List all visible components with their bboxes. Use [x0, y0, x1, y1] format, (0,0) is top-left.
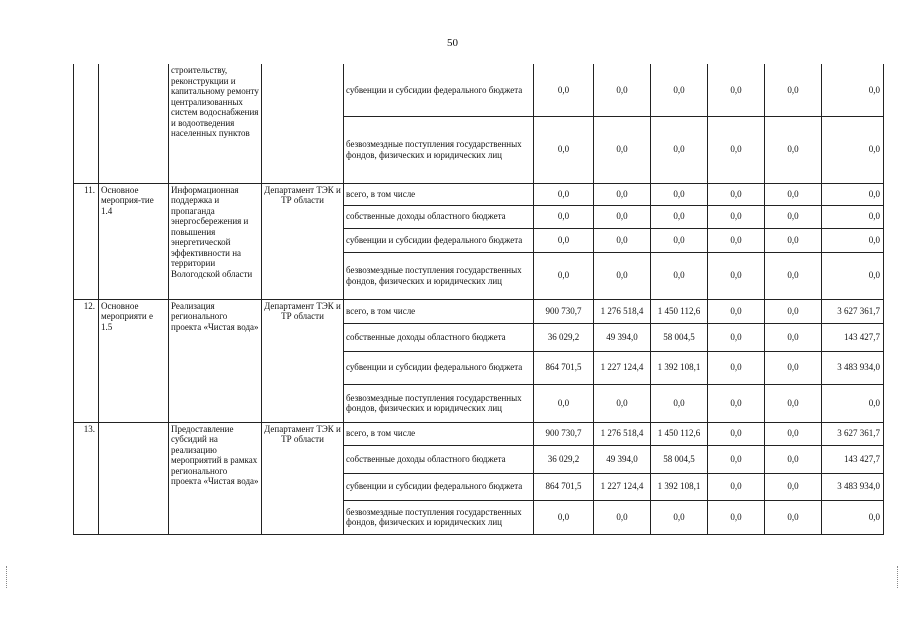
amount-cell: 143 427,7: [822, 445, 884, 473]
amount-cell: 0,0: [594, 252, 651, 299]
amount-cell: 0,0: [594, 500, 651, 534]
amount-cell: 0,0: [822, 384, 884, 422]
amount-cell: 0,0: [594, 384, 651, 422]
activity-type: Основное мероприя-тие 1.4: [99, 183, 169, 299]
amount-cell: 0,0: [765, 183, 822, 205]
funding-source: субвенции и субсидии федерального бюджета: [344, 351, 534, 384]
amount-cell: 0,0: [765, 384, 822, 422]
amount-cell: 0,0: [651, 384, 708, 422]
amount-cell: 0,0: [708, 422, 765, 445]
amount-cell: 0,0: [594, 116, 651, 183]
funding-source: безвозмездные поступления государственных фондов, физических и юридических лиц: [344, 116, 534, 183]
amount-cell: 0,0: [765, 228, 822, 252]
amount-cell: 0,0: [708, 299, 765, 323]
amount-cell: 58 004,5: [651, 445, 708, 473]
amount-cell: 3 627 361,7: [822, 299, 884, 323]
amount-cell: 0,0: [534, 228, 594, 252]
executor: [262, 64, 344, 183]
funding-source: безвозмездные поступления государственных фондов, физических и юридических лиц: [344, 384, 534, 422]
amount-cell: 0,0: [534, 183, 594, 205]
funding-source: собственные доходы областного бюджета: [344, 205, 534, 228]
amount-cell: 0,0: [594, 205, 651, 228]
amount-cell: 0,0: [594, 183, 651, 205]
amount-cell: 864 701,5: [534, 473, 594, 500]
amount-cell: 49 394,0: [594, 445, 651, 473]
amount-cell: 58 004,5: [651, 323, 708, 351]
amount-cell: 1 276 518,4: [594, 422, 651, 445]
executor: Департамент ТЭК и ТР области: [262, 183, 344, 299]
amount-cell: 0,0: [708, 228, 765, 252]
table-row: [74, 183, 884, 205]
amount-cell: 0,0: [534, 384, 594, 422]
row-number: [74, 64, 99, 183]
amount-cell: 0,0: [708, 351, 765, 384]
amount-cell: 0,0: [708, 473, 765, 500]
amount-cell: 0,0: [708, 205, 765, 228]
amount-cell: 0,0: [534, 116, 594, 183]
amount-cell: 0,0: [708, 384, 765, 422]
amount-cell: 36 029,2: [534, 445, 594, 473]
amount-cell: 1 392 108,1: [651, 473, 708, 500]
amount-cell: 0,0: [708, 64, 765, 116]
amount-cell: 0,0: [651, 116, 708, 183]
funding-source: безвозмездные поступления государственных фондов, физических и юридических лиц: [344, 500, 534, 534]
table-row: [74, 422, 884, 445]
amount-cell: 1 392 108,1: [651, 351, 708, 384]
activity-type: [99, 422, 169, 534]
amount-cell: 3 483 934,0: [822, 473, 884, 500]
amount-cell: 0,0: [822, 252, 884, 299]
amount-cell: 0,0: [822, 116, 884, 183]
amount-cell: 0,0: [822, 228, 884, 252]
amount-cell: 0,0: [708, 183, 765, 205]
amount-cell: 1 450 112,6: [651, 299, 708, 323]
activity-type: Основное мероприяти е 1.5: [99, 299, 169, 422]
funding-source: всего, в том числе: [344, 183, 534, 205]
executor: Департамент ТЭК и ТР области: [262, 299, 344, 422]
amount-cell: 0,0: [594, 228, 651, 252]
amount-cell: 1 227 124,4: [594, 473, 651, 500]
funding-source: безвозмездные поступления государственных фондов, физических и юридических лиц: [344, 252, 534, 299]
amount-cell: 0,0: [765, 500, 822, 534]
amount-cell: 0,0: [651, 64, 708, 116]
amount-cell: 0,0: [651, 205, 708, 228]
amount-cell: 0,0: [534, 205, 594, 228]
amount-cell: 0,0: [765, 252, 822, 299]
amount-cell: 0,0: [765, 445, 822, 473]
amount-cell: 0,0: [765, 116, 822, 183]
amount-cell: 0,0: [534, 252, 594, 299]
amount-cell: 0,0: [708, 323, 765, 351]
funding-source: всего, в том числе: [344, 299, 534, 323]
amount-cell: 0,0: [708, 252, 765, 299]
amount-cell: 0,0: [651, 500, 708, 534]
row-number: 11.: [74, 183, 99, 299]
amount-cell: 864 701,5: [534, 351, 594, 384]
activity-name: Реализация регионального проекта «Чистая вода»: [169, 299, 262, 422]
activity-name: Информационная поддержка и пропаганда энергосбережения и повышения энергетической эффективности на территории Вологодской области: [169, 183, 262, 299]
funding-source: всего, в том числе: [344, 422, 534, 445]
amount-cell: 0,0: [651, 228, 708, 252]
amount-cell: 0,0: [822, 64, 884, 116]
amount-cell: 0,0: [708, 445, 765, 473]
activity-name: строительству, реконструкции и капитальному ремонту централизованных систем водоснабжения и водоотведения населенных пунктов: [169, 64, 262, 183]
margin-mark-left: [6, 566, 8, 588]
amount-cell: 0,0: [534, 64, 594, 116]
amount-cell: 143 427,7: [822, 323, 884, 351]
page-number: 50: [447, 37, 458, 49]
activity-type: [99, 64, 169, 183]
activity-name: Предоставление субсидий на реализацию мероприятий в рамках регионального проекта «Чистая вода»: [169, 422, 262, 534]
amount-cell: 1 276 518,4: [594, 299, 651, 323]
row-number: 12.: [74, 299, 99, 422]
amount-cell: 0,0: [708, 500, 765, 534]
amount-cell: 0,0: [708, 116, 765, 183]
margin-mark-right: [897, 566, 899, 588]
amount-cell: 0,0: [822, 183, 884, 205]
amount-cell: 0,0: [822, 205, 884, 228]
amount-cell: 0,0: [765, 205, 822, 228]
amount-cell: 0,0: [765, 351, 822, 384]
table-row: [74, 299, 884, 323]
funding-source: субвенции и субсидии федерального бюджета: [344, 473, 534, 500]
amount-cell: 900 730,7: [534, 299, 594, 323]
amount-cell: 0,0: [765, 422, 822, 445]
amount-cell: 0,0: [765, 64, 822, 116]
amount-cell: 3 627 361,7: [822, 422, 884, 445]
amount-cell: 0,0: [822, 500, 884, 534]
amount-cell: 1 450 112,6: [651, 422, 708, 445]
funding-source: субвенции и субсидии федерального бюджета: [344, 64, 534, 116]
amount-cell: 0,0: [765, 473, 822, 500]
funding-source: собственные доходы областного бюджета: [344, 323, 534, 351]
funding-source: субвенции и субсидии федерального бюджета: [344, 228, 534, 252]
budget-table: [73, 64, 884, 535]
amount-cell: 0,0: [534, 500, 594, 534]
amount-cell: 1 227 124,4: [594, 351, 651, 384]
amount-cell: 0,0: [765, 323, 822, 351]
row-number: 13.: [74, 422, 99, 534]
amount-cell: 0,0: [594, 64, 651, 116]
executor: Департамент ТЭК и ТР области: [262, 422, 344, 534]
amount-cell: 900 730,7: [534, 422, 594, 445]
amount-cell: 36 029,2: [534, 323, 594, 351]
amount-cell: 0,0: [651, 252, 708, 299]
amount-cell: 49 394,0: [594, 323, 651, 351]
funding-source: собственные доходы областного бюджета: [344, 445, 534, 473]
amount-cell: 3 483 934,0: [822, 351, 884, 384]
table-row: [74, 64, 884, 116]
amount-cell: 0,0: [765, 299, 822, 323]
amount-cell: 0,0: [651, 183, 708, 205]
